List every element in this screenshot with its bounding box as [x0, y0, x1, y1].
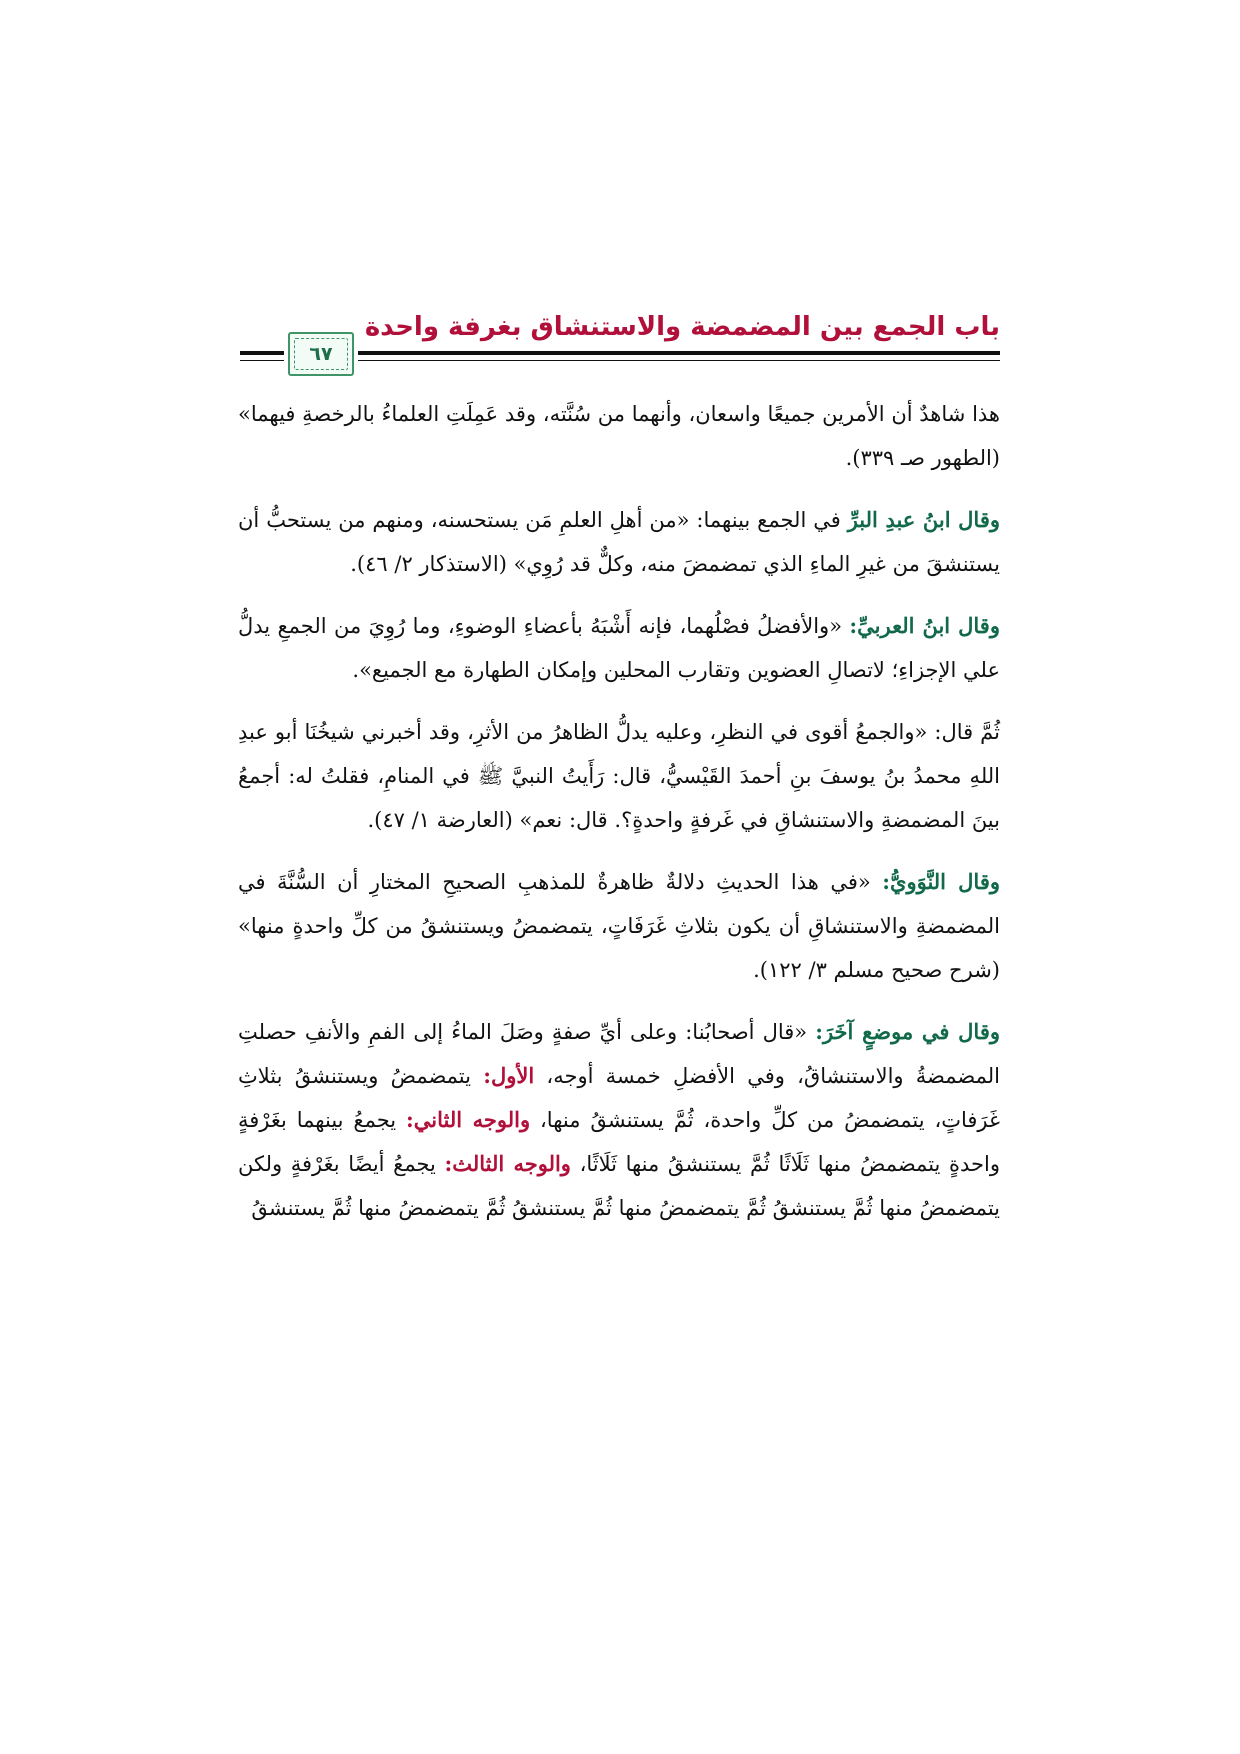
page-body [238, 392, 1000, 1248]
paragraph-4 [238, 710, 1000, 842]
paragraph-text: يجمعُ أيضًا بغَرْفةٍ ولكن يتمضمضُ منها ثُمَّ يستنشقُ ثُمَّ يتمضمضُ منها ثُمَّ يستنشقُ ثُمَّ يتمضمضُ منها ثُمَّ يستنشقُ [238, 1152, 1000, 1220]
paragraph-text: في الجمع بينهما: «من أهلِ العلمِ مَن يستحسنه، ومنهم من يستحبُّ أن يستنشقَ من غيرِ الماءِ الذي تمضمضَ منه، وكلٌّ قد رُوِي» (الاستذكار ٢/ ٤٦). [238, 508, 1000, 576]
paragraph-6 [238, 1010, 1000, 1230]
paragraph-2 [238, 498, 1000, 586]
option-label-third: والوجه الثالث: [444, 1151, 571, 1176]
paragraph-3 [238, 604, 1000, 692]
header-rule-left-thin [240, 360, 284, 361]
paragraph-text: يجمعُ بينهما بغَرْفةٍ واحدةٍ يتمضمضُ منها ثَلَاثًا ثُمَّ يستنشقُ منها ثَلَاثًا، [238, 1108, 1000, 1176]
header-rule-right-thin [358, 360, 1000, 361]
paragraph-text: «في هذا الحديثِ دلالةٌ ظاهرةٌ للمذهبِ الصحيحِ المختارِ أن السُّنَّةَ في المضمضةِ والاستنشاقِ أن يكون بثلاثِ غَرَفَاتٍ، يتمضمضُ ويستنشقُ من كلِّ واحدةٍ منها» (شرح صحيح مسلم ٣/ ١٢٢). [238, 870, 1000, 982]
option-label-first: الأول: [483, 1063, 535, 1088]
speaker-name: وقال ابنُ عبدِ البرِّ [847, 507, 1000, 532]
option-label-second: والوجه الثاني: [406, 1107, 531, 1132]
speaker-name: وقال ابنُ العربيِّ: [849, 613, 1000, 638]
header-rule-left [240, 351, 284, 355]
paragraph-text: «قال أصحابُنا: وعلى أيِّ صفةٍ وصَلَ الماءُ إلى الفمِ والأنفِ حصلتِ المضمضةُ والاستنشاقُ، وفي الأفضلِ خمسة أوجه، [238, 1020, 1000, 1088]
paragraph-5 [238, 860, 1000, 992]
page-number: ٦٧ [309, 343, 333, 365]
speaker-name: وقال في موضعٍ آخَرَ: [815, 1019, 1001, 1044]
header-rule-right [358, 351, 1000, 355]
speaker-name: وقال النَّوَويُّ: [882, 869, 1000, 894]
chapter-title: باب الجمع بين المضمضة والاستنشاق بغرفة واحدة [364, 312, 1000, 342]
paragraph-1 [238, 392, 1000, 480]
paragraph-text: يتمضمضُ ويستنشقُ بثلاثِ غَرَفاتٍ، يتمضمضُ من كلِّ واحدة، ثُمَّ يستنشقُ منها، [238, 1064, 1001, 1132]
paragraph-text: هذا شاهدٌ أن الأمرين جميعًا واسعان، وأنهما من سُنَّته، وقد عَمِلَتِ العلماءُ بالرخصةِ فيهما» (الطهور صـ ٣٣٩). [238, 402, 1000, 470]
paragraph-text: ثُمَّ قال: «والجمعُ أقوى في النظرِ، وعليه يدلُّ الظاهرُ من الأثرِ، وقد أخبرني شيخُنَا أبو عبدِ اللهِ محمدُ بنُ يوسفَ بنِ أحمدَ القَيْسيُّ، قال: رَأَيتُ النبيَّ ﷺ في المنامِ، فقلتُ له: أجمعُ بينَ المضمضةِ والاستنشاقِ في غَرفةٍ واحدةٍ؟. قال: نعم» (العارضة ١/ ٤٧). [238, 720, 1000, 832]
paragraph-text: «والأفضلُ فصْلُهما، فإنه أَشْبَهُ بأعضاءِ الوضوءِ، وما رُوِيَ من الجمعِ يدلُّ علي الإجزاءِ؛ لاتصالِ العضوين وتقارب المحلين وإمكان الطهارة مع الجميع». [238, 614, 1000, 682]
page-number-badge [288, 332, 354, 376]
